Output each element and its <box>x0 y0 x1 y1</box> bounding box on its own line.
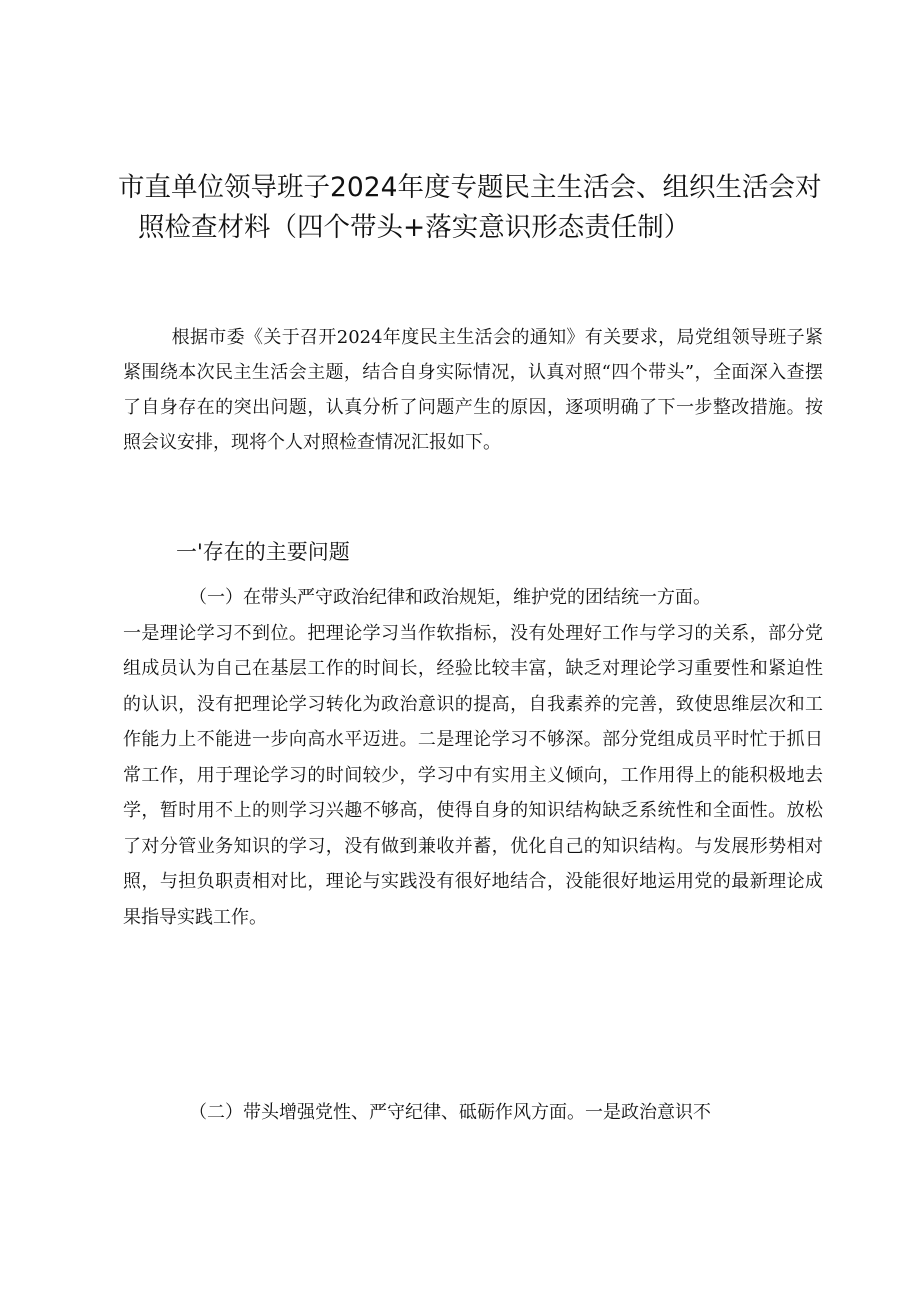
item-1-body: 一是理论学习不到位。把理论学习当作软指标，没有处理好工作与学习的关系，部分党组成员认为自己在基层工作的时间长，经验比较丰富，缺乏对理论学习重要性和紧迫性的认识，没有把理论学习转化为政治意识的提高，自我素养的完善，致使思维层次和工作能力上不能进一步向高水平迈进。二是理论学习不够深。部分党组成员平时忙于抓日常工作，用于理论学习的时间较少，学习中有实用主义倾向，工作用得上的能积极地去学，暂时用不上的则学习兴趣不够高，使得自身的知识结构缺乏系统性和全面性。放松了对分管业务知识的学习，没有做到兼收并蓄，优化自己的知识结构。与发展形势相对照，与担负职责相对比，理论与实践没有很好地结合，没能很好地运用党的最新理论成果指导实践工作。 <box>123 622 823 928</box>
item-1-paragraph <box>123 580 823 935</box>
item-2-lead: （二）带头增强党性、严守纪律、砥砺作风方面。一是政治意识不 <box>189 1102 711 1123</box>
intro-paragraph: 根据市委《关于召开2024年度民主生活会的通知》有关要求，局党组领导班子紧紧围绕本次民主生活会主题，结合自身实际情况，认真对照“四个带头”，全面深入查摆了自身存在的突出问题，认真分析了问题产生的原因，逐项明确了下一步整改措施。按照会议安排，现将个人对照检查情况汇报如下。 <box>123 327 823 453</box>
section-heading-main-problems: 一'存在的主要问题 <box>176 540 350 564</box>
document-title-line-1: 市直单位领导班子2024年度专题民主生活会、组织生活会对 <box>118 172 822 203</box>
document-title-line-2: 照检查材料（四个带头+落实意识形态责任制） <box>138 212 691 243</box>
document-title <box>118 168 822 248</box>
item-1-lead: （一）在带头严守政治纪律和政治规矩，维护党的团结统一方面。 <box>189 587 711 608</box>
